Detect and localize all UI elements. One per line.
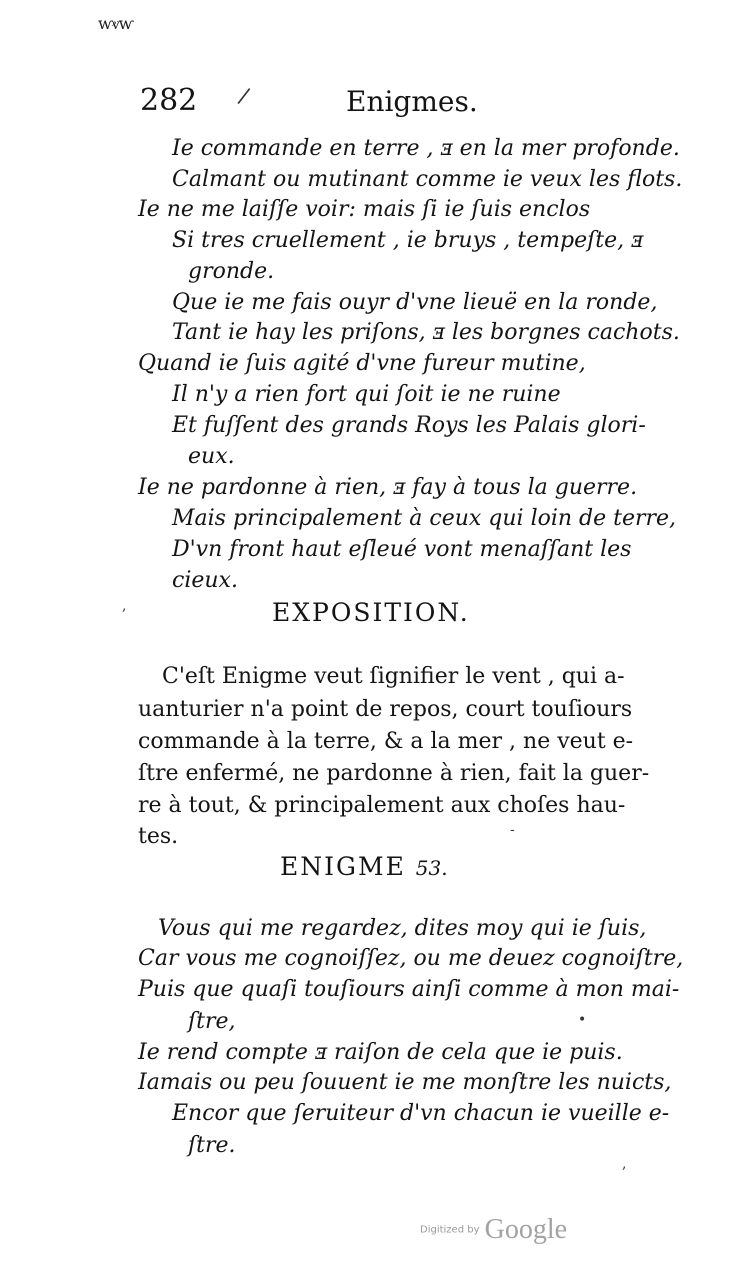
poem1-line: D'vn front haut eſleué vont menaſſant les — [172, 537, 632, 562]
poem1-line: Si tres cruellement , ie bruys , tempeſte, ⱻ — [172, 228, 644, 253]
poem1-line: Quand ie ſuis agité d'vne fureur mutine, — [138, 351, 586, 376]
exposition-heading: EXPOSITION. — [272, 598, 470, 627]
poem2-line: Car vous me cognoiſſez, ou me deuez cognoiſtre, — [138, 946, 684, 971]
ink-speck: • — [578, 1012, 587, 1028]
running-head: Enigmes. — [346, 85, 478, 118]
ink-speck: - — [510, 822, 515, 838]
poem2-line: ſtre, — [188, 1009, 236, 1034]
exposition-line: ſtre enfermé, ne pardonne à rien, fait la guer- — [138, 761, 650, 786]
exposition-line: re à tout, & principalement aux choſes hau- — [138, 793, 626, 818]
page-mark: ⱳⱴⱳ — [98, 14, 133, 33]
poem1-line: Et fuſſent des grands Roys les Palais glori- — [172, 413, 646, 438]
poem2-line: Vous qui me regardez, dites moy qui ie ſuis, — [158, 916, 647, 941]
google-wordmark: Google — [484, 1214, 568, 1245]
poem1-line: Que ie me fais ouyr d'vne lieuë en la ronde, — [172, 290, 658, 315]
poem2-line: ſtre. — [188, 1133, 236, 1158]
poem2-line: Ie rend compte ⱻ raiſon de cela que ie puis. — [138, 1040, 623, 1065]
watermark-small-text: Digitized by — [420, 1224, 480, 1236]
exposition-line: tes. — [138, 824, 179, 849]
page-number: 282 — [140, 83, 198, 118]
poem2-line: Encor que ſeruiteur d'vn chacun ie vueille e- — [172, 1101, 670, 1126]
enigme-heading-label: ENIGME — [280, 852, 406, 881]
poem1-line: Ie commande en terre , ⱻ en la mer profonde. — [172, 136, 680, 161]
poem1-line: Mais principalement à ceux qui loin de terre, — [172, 506, 677, 531]
ink-speck: , — [122, 598, 127, 614]
ink-stroke: / — [235, 83, 252, 110]
poem2-line: Puis que quaſi touſiours ainſi comme à mon mai- — [138, 977, 680, 1002]
poem1-line: Il n'y a rien fort qui ſoit ie ne ruine — [172, 382, 561, 407]
poem1-line: cieux. — [172, 568, 238, 593]
enigme-number: 53. — [415, 856, 448, 880]
poem1-line: gronde. — [188, 259, 275, 284]
poem1-line: Ie ne pardonne à rien, ⱻ fay à tous la guerre. — [138, 475, 638, 500]
exposition-line: C'eſt Enigme veut ſignifier le vent , qui a- — [162, 664, 625, 689]
enigme-heading — [280, 854, 448, 879]
ink-speck: , — [622, 1156, 627, 1172]
exposition-line: uanturier n'a point de repos, court touſiours — [138, 697, 633, 722]
digitized-by-google-watermark — [420, 1214, 567, 1246]
poem2-line: Iamais ou peu ſouuent ie me monſtre les nuicts, — [138, 1070, 672, 1095]
poem1-line: Ie ne me laiſſe voir: mais ſi ie ſuis enclos — [138, 197, 591, 222]
exposition-line: commande à la terre, & a la mer , ne veut e- — [138, 729, 634, 754]
poem1-line: eux. — [188, 444, 235, 469]
poem1-line: Tant ie hay les priſons, ⱻ les borgnes cachots. — [172, 320, 680, 345]
poem1-line: Calmant ou mutinant comme ie veux les flots. — [172, 167, 683, 192]
